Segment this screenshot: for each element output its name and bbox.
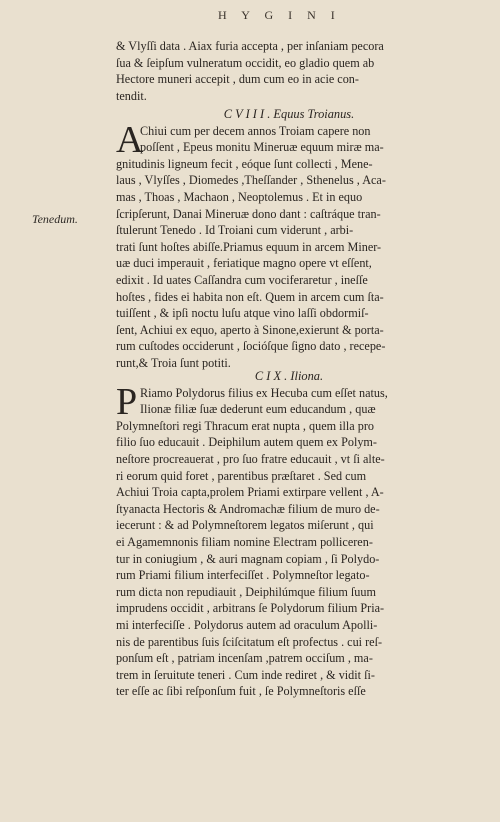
text-line: mi interfeciſſe . Polydorus autem ad oraculum Apolli- — [116, 617, 378, 632]
text-line: hoſtes , fides ei habita non eſt. Quem in arcem cum ſta- — [116, 289, 384, 304]
text-line: ponſum eſt , patriam incenſam ,patrem occiſum , ma- — [116, 651, 373, 666]
paragraph — [116, 118, 462, 372]
text-line: Hectore muneri accepit , dum cum eo in acie con- — [116, 72, 359, 87]
section-equus-troianus — [116, 106, 462, 372]
text-line: ri eorum quid foret , parentibus præſtaret . Sed cum — [116, 468, 367, 483]
text-line: iecerunt : & ad Polymneſtorem legatos miſerunt , qui — [116, 518, 374, 533]
text-line: gnitudinis ligneum fecit , eóque ſunt collecti , Mene- — [116, 156, 373, 171]
text-line: Chiui cum per decem annos Troiam capere non — [140, 123, 371, 138]
section-heading: C V I I I . Equus Troianus. — [223, 107, 355, 121]
text-line: imprudens occidit , arbitrans ſe Polydorum filium Pria- — [116, 601, 385, 616]
intro-block — [116, 38, 462, 104]
text-line: Polymneſtori regi Thracum erat nupta , quem illa pro — [116, 418, 375, 433]
text-line: tur in coniugium , & auri magnam copiam , ſi Polydo- — [116, 551, 380, 566]
running-title: H Y G I N I — [218, 8, 341, 22]
text-line: Riamo Polydorus filius ex Hecuba cum eſſet natus, — [140, 385, 388, 400]
text-line: edixit . Id uates Caſſandra cum vociferaretur , ineſſe — [116, 272, 368, 287]
text-line: nis de parentibus ſuis ſciſcitatum eſt profectus . cui reſ- — [116, 634, 383, 649]
text-line: tendit. — [116, 88, 147, 103]
text-line: rum dicta non repudiauit , Deiphilúmque filium ſuum — [116, 584, 376, 599]
text-line: tuiſſent , & ipſi noctu luſu atque vino laſſi obdormiſ- — [116, 306, 369, 321]
text-line: filio ſuo educauit . Deiphilum autem quem ex Polym- — [116, 435, 377, 450]
section-heading: C I X . Iliona. — [254, 369, 324, 383]
text-line: trem in ſeruitute teneri . Cum inde rediret , & vidit ſi- — [116, 667, 375, 682]
text-line: mas , Thoas , Machaon , Neoptolemus . Et in equo — [116, 189, 363, 204]
text-line: ei Agamemnonis filiam nomine Electram polliceren- — [116, 534, 373, 549]
text-line: laus , Vlyſſes , Diomedes ,Theſſander , Sthenelus , Aca- — [116, 173, 386, 188]
text-line: ſtulerunt Tenedo . Id Troiani cum viderunt , arbi- — [116, 223, 354, 238]
text-line: ter eſſe ac ſibi reſponſum fuit , ſe Polymneſtoris eſſe — [116, 684, 366, 699]
text-line: ſtyanacta Hectoris & Andromachæ filium de muro de- — [116, 501, 380, 516]
text-line: & Vlyſſi data . Aiax furia accepta , per inſaniam pecora — [116, 39, 384, 53]
text-line: poſſent , Epeus monitu Mineruæ equum miræ ma- — [140, 140, 384, 155]
text-line: trati ſunt hoſtes abiſſe.Priamus equum in arcem Miner- — [116, 239, 382, 254]
section-iliona — [116, 368, 462, 700]
text-line: rum Priami filium interfeciſſet . Polymneſtor legato- — [116, 568, 370, 583]
text-line: ſcripſerunt, Danai Mineruæ dono dant : caſtráque tran- — [116, 206, 381, 221]
drop-capital: P — [116, 380, 138, 423]
text-line: neſtore procreauerat , pro ſuo fratre educauit , vt ſi alte- — [116, 451, 385, 466]
text-line: Achiui Troia capta,prolem Priami extirpare vellent , A- — [116, 485, 384, 500]
paragraph — [116, 380, 462, 700]
text-line: ſua & ſeipſum vulneratum occidit, eo gladio quem ab — [116, 55, 375, 70]
text-line: Ilionæ filiæ ſuæ dederunt eum educandum , quæ — [140, 402, 376, 417]
drop-capital: A — [116, 118, 144, 161]
text-line: runt,& Troia ſunt potiti. — [116, 355, 231, 370]
margin-note: Tenedum. — [32, 212, 78, 226]
text-line: rum cuſtodes occiderunt , ſocióſque ſigno dato , recepe- — [116, 339, 386, 354]
text-line: uæ duci imperauit , feriatique magno opere vt eſſent, — [116, 256, 372, 271]
text-line: ſent, Achiui ex equo, aperto à Sinone,exierunt & porta- — [116, 322, 384, 337]
